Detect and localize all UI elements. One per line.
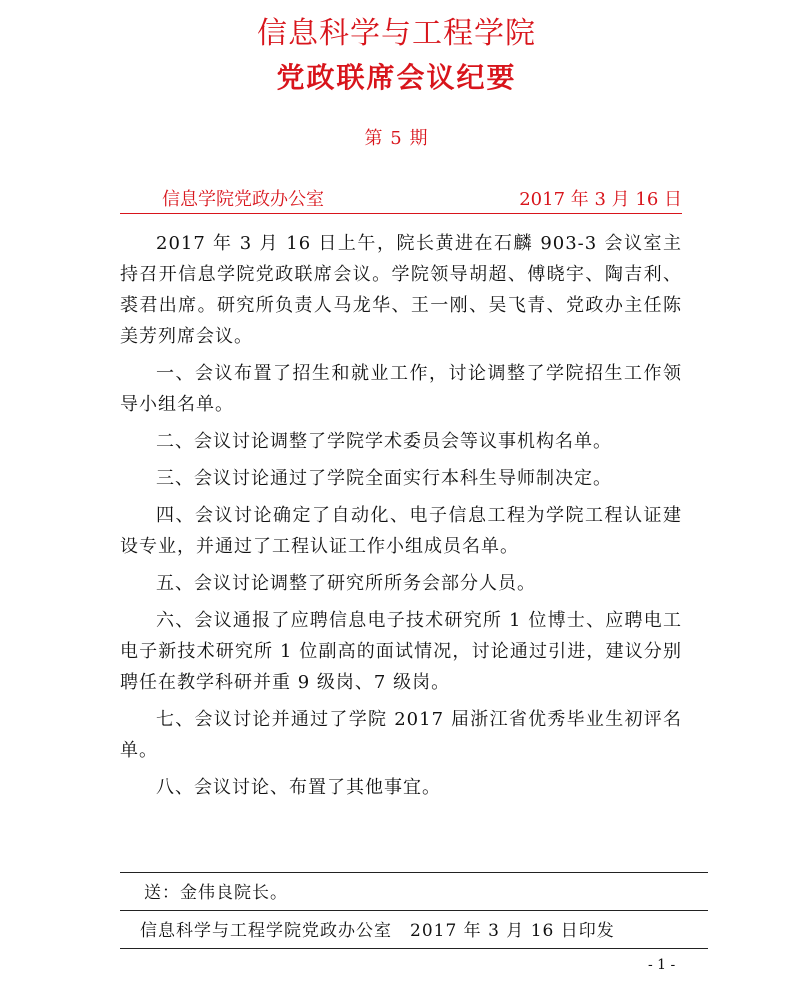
print-line [140, 918, 615, 944]
issuing-office: 信息学院党政办公室 [162, 189, 324, 210]
send-to: 送：金伟良院长。 [144, 883, 288, 903]
item-paragraph: 六、会议通报了应聘信息电子技术研究所 1 位博士、应聘电工电子新技术研究所 1 位副高的面试情况，讨论通过引进，建议分别聘任在教学科研并重 9 级岗、7 级岗。 [120, 610, 682, 693]
item-paragraph: 一、会议布置了招生和就业工作，讨论调整了学院招生工作领导小组名单。 [120, 363, 682, 415]
footer-bottom-rule [120, 948, 708, 949]
issue-date: 2017 年 3 月 16 日 [519, 189, 682, 210]
item-paragraph: 三、会议讨论通过了学院全面实行本科生导师制决定。 [156, 468, 612, 489]
intro-paragraph: 2017 年 3 月 16 日上午，院长黄进在石麟 903-3 会议室主持召开信息学院党政联席会议。学院领导胡超、傅晓宇、陶吉利、裘君出席。研究所负责人马龙华、王一刚、吴飞青、党政办主任陈美芳列席会议。 [120, 233, 682, 347]
issuer-line [120, 186, 682, 214]
footer-middle-rule [120, 910, 708, 911]
item-paragraph: 四、会议讨论确定了自动化、电子信息工程为学院工程认证建设专业，并通过了工程认证工作小组成员名单。 [120, 505, 682, 557]
printed-by: 信息科学与工程学院党政办公室 [140, 921, 392, 941]
document-title: 党政联席会议纪要 [276, 61, 517, 94]
item-paragraph: 五、会议讨论调整了研究所所务会部分人员。 [156, 573, 536, 594]
institution-title: 信息科学与工程学院 [257, 16, 536, 51]
item-paragraph: 二、会议讨论调整了学院学术委员会等议事机构名单。 [156, 431, 612, 452]
item-paragraph: 八、会议讨论、布置了其他事宜。 [156, 777, 441, 798]
printed-date: 2017 年 3 月 16 日印发 [410, 921, 615, 941]
page-number: - 1 - [648, 957, 676, 973]
issue-number: 第 5 期 [364, 128, 429, 149]
item-paragraph: 七、会议讨论并通过了学院 2017 届浙江省优秀毕业生初评名单。 [120, 709, 682, 761]
minutes-body [120, 228, 682, 809]
footer-top-rule [120, 872, 708, 873]
